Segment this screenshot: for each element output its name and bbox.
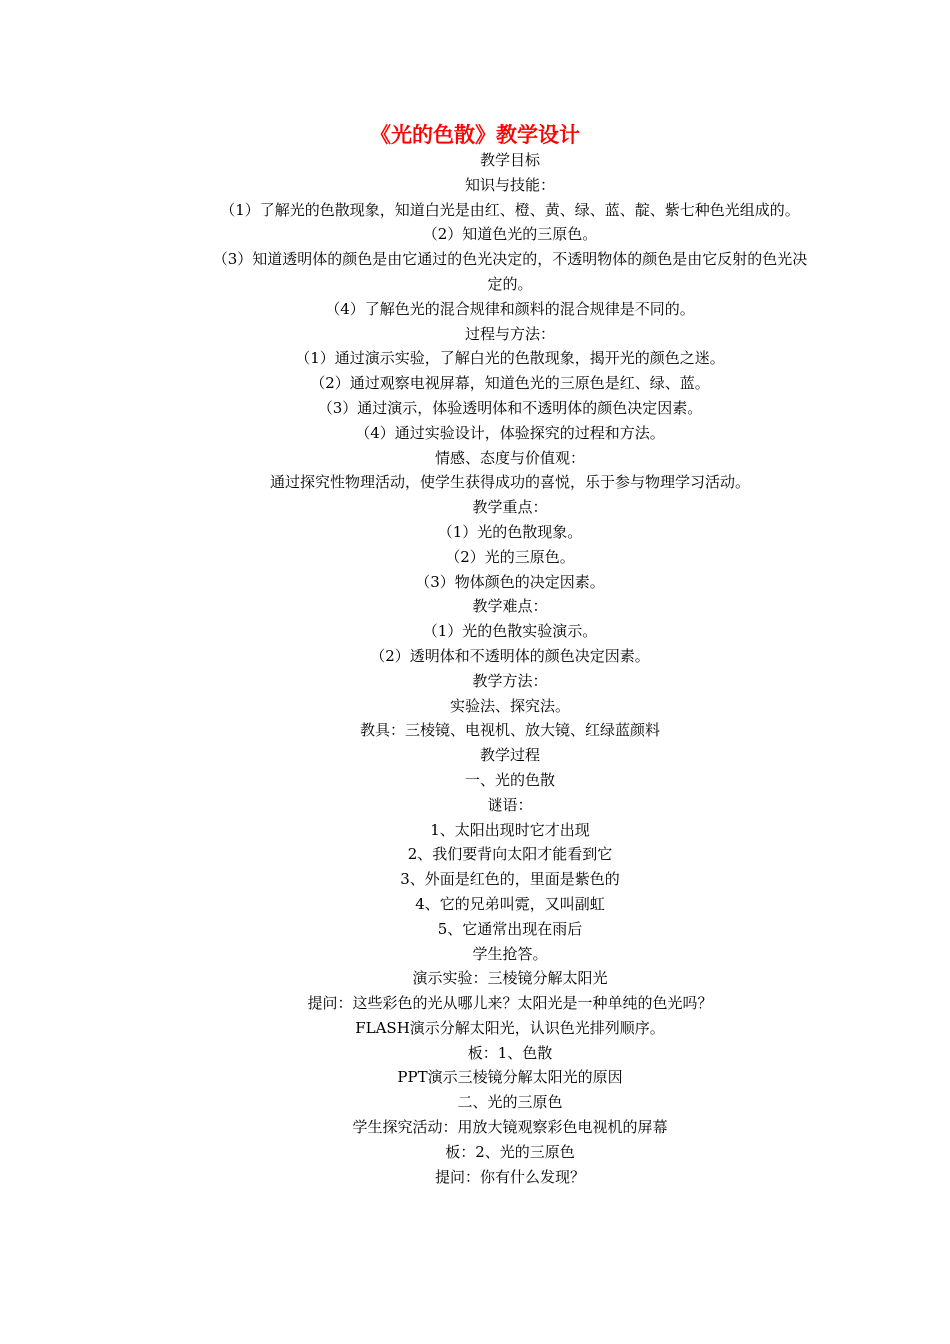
section-primary-colors: 二、光的三原色 bbox=[457, 1093, 563, 1112]
process-item-2: （2）通过观察电视屏幕，知道色光的三原色是红、绿、蓝。 bbox=[310, 374, 710, 393]
heading-teaching-process: 教学过程 bbox=[479, 746, 540, 765]
subheading-attitude-values: 情感、态度与价值观： bbox=[434, 448, 585, 467]
heading-key-points: 教学重点： bbox=[472, 498, 548, 517]
student-activity: 学生探究活动：用放大镜观察彩色电视机的屏幕 bbox=[352, 1118, 668, 1137]
demo-experiment: 演示实验：三棱镜分解太阳光 bbox=[412, 969, 608, 988]
board-note-1: 板：1、色散 bbox=[467, 1043, 553, 1062]
teaching-tools: 教具：三棱镜、电视机、放大镜、红绿蓝颜料 bbox=[359, 721, 660, 740]
heading-teaching-methods: 教学方法： bbox=[472, 671, 548, 690]
riddle-item-1: 1、太阳出现时它才出现 bbox=[430, 820, 590, 839]
difficulty-1: （1）光的色散实验演示。 bbox=[422, 622, 598, 641]
heading-difficulties: 教学难点： bbox=[472, 597, 548, 616]
process-item-1: （1）通过演示实验，了解白光的色散现象，揭开光的颜色之迷。 bbox=[295, 349, 725, 368]
section-dispersion: 一、光的色散 bbox=[464, 770, 555, 789]
document-title: 《光的色散》教学设计 bbox=[370, 122, 580, 147]
subheading-process-methods: 过程与方法： bbox=[464, 324, 555, 343]
process-item-4: （4）通过实验设计，体验探究的过程和方法。 bbox=[355, 423, 665, 442]
document-body bbox=[210, 148, 810, 1189]
riddle-item-5: 5、它通常出现在雨后 bbox=[437, 919, 583, 938]
goal-item-1: （1）了解光的色散现象，知道白光是由红、橙、黄、绿、蓝、靛、紫七种色光组成的。 bbox=[220, 200, 800, 219]
difficulty-2: （2）透明体和不透明体的颜色决定因素。 bbox=[370, 646, 650, 665]
process-item-3: （3）通过演示，体验透明体和不透明体的颜色决定因素。 bbox=[317, 398, 703, 417]
goal-item-3: （3）知道透明体的颜色是由它通过的色光决定的，不透明物体的颜色是由它反射的色光决定的。 bbox=[212, 250, 808, 293]
ppt-demo: PPT演示三棱镜分解太阳光的原因 bbox=[397, 1068, 623, 1087]
riddle-item-3: 3、外面是红色的，里面是紫色的 bbox=[400, 870, 620, 889]
student-answer: 学生抢答。 bbox=[472, 944, 548, 963]
attitude-item: 通过探究性物理活动，使学生获得成功的喜悦，乐于参与物理学习活动。 bbox=[269, 473, 750, 492]
teaching-methods: 实验法、探究法。 bbox=[449, 696, 570, 715]
heading-teaching-goals: 教学目标 bbox=[479, 151, 540, 169]
riddle-item-4: 4、它的兄弟叫霓，又叫副虹 bbox=[415, 894, 605, 913]
goal-item-4: （4）了解色光的混合规律和颜料的混合规律是不同的。 bbox=[325, 299, 695, 318]
key-point-1: （1）光的色散现象。 bbox=[437, 522, 583, 541]
key-point-2: （2）光的三原色。 bbox=[445, 547, 575, 566]
goal-item-2: （2）知道色光的三原色。 bbox=[422, 225, 598, 244]
riddle-label: 谜语： bbox=[487, 795, 533, 814]
key-point-3: （3）物体颜色的决定因素。 bbox=[415, 572, 605, 591]
board-note-2: 板：2、光的三原色 bbox=[445, 1142, 575, 1161]
riddle-item-2: 2、我们要背向太阳才能看到它 bbox=[407, 845, 613, 864]
question-2: 提问：你有什么发现？ bbox=[434, 1167, 585, 1186]
subheading-knowledge-skills: 知识与技能： bbox=[464, 175, 555, 194]
flash-demo: FLASH演示分解太阳光，认识色光排列顺序。 bbox=[355, 1018, 665, 1037]
question-1: 提问：这些彩色的光从哪儿来？太阳光是一种单纯的色光吗？ bbox=[307, 994, 713, 1013]
